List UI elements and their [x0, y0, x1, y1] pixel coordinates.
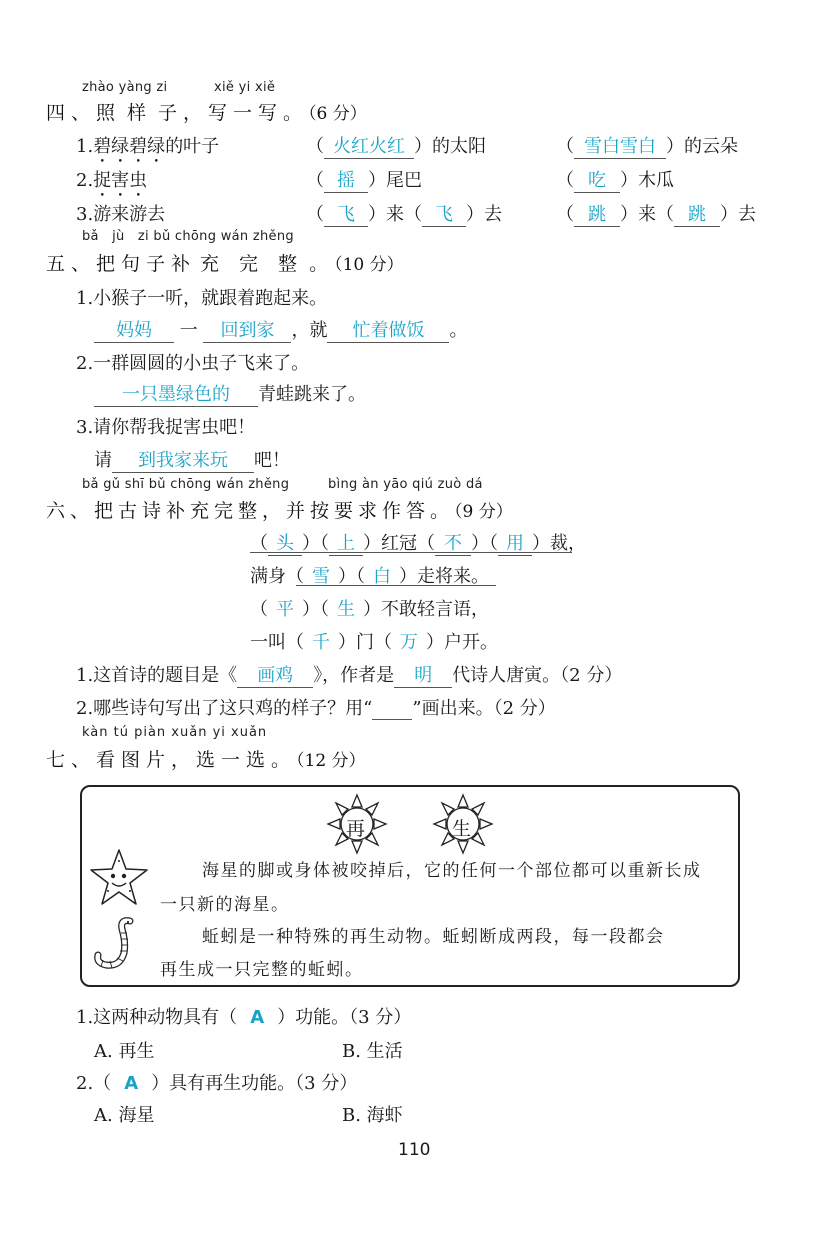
answer-line: 一只墨绿色的 青蛙跳来了。: [94, 380, 366, 407]
answer-line: （ 摇 ）尾巴: [306, 166, 422, 193]
section-heading: 六、把古诗补充完整，并按要求作答。（9 分）: [46, 500, 513, 522]
page-number: 110: [398, 1140, 431, 1160]
underline: [250, 552, 572, 553]
question-1: 1.这两种动物具有（ A ）功能。（3 分）: [76, 1007, 412, 1028]
option-a: A. 海星: [94, 1105, 155, 1126]
pinyin: bìng àn yāo qiú zuò dá: [328, 477, 483, 492]
option-b: B. 生活: [342, 1041, 403, 1062]
pinyin: zhào yàng zi: [82, 80, 168, 95]
paragraph-starfish-cont: 一只新的海星。: [160, 895, 290, 915]
answer-line: 妈妈 一 回到家 ，就 忙着做饭 。: [94, 316, 467, 343]
section-heading: 四、照 样 子，写一写。（6 分）: [46, 102, 367, 124]
poem-line-4: 一叫（ 千 ）门（ 万 ）户开。: [250, 632, 498, 653]
question-2: 2.捉害虫: [76, 170, 148, 191]
section-heading: 七、看图片，选一选。（12 分）: [46, 749, 366, 771]
starfish-icon: [88, 847, 150, 909]
pinyin: bǎ gǔ shī bǔ chōng wán zhěng: [82, 477, 290, 492]
question-2: 2.哪些诗句写出了这只鸡的样子？用“ ”画出来。（2 分）: [76, 698, 556, 719]
pinyin: bǎ jù zi bǔ chōng wán zhěng: [82, 229, 294, 244]
question-1: 1.碧绿碧绿的叶子: [76, 136, 220, 157]
answer-line: （ 火红火红 ）的太阳: [306, 132, 486, 159]
paragraph-starfish: 海星的脚或身体被咬掉后，它的任何一个部位都可以重新长成: [202, 861, 702, 881]
section-heading: 五、把句子补 充 完 整 。（10 分）: [46, 253, 404, 275]
paragraph-worm: 蚯蚓是一种特殊的再生动物。蚯蚓断成两段，每一段都会: [202, 927, 665, 947]
poem-line-2: 满身（ 雪 ）（ 白 ）走将来。: [250, 566, 489, 587]
poem-line-3: （ 平 ）（ 生 ）不敢轻言语，: [250, 599, 489, 620]
earthworm-icon: [90, 913, 156, 975]
paragraph-worm-cont: 再生成一只完整的蚯蚓。: [160, 960, 364, 980]
sun-char: 生: [452, 818, 472, 840]
underline: [296, 585, 496, 586]
poem-line-1: （ 头 ）（ 上 ）红冠（ 不 ）（ 用 ）裁，: [250, 529, 586, 556]
answer-line: （ 跳 ）来（ 跳 ）去: [556, 200, 756, 227]
answer-line: （ 飞 ）来（ 飞 ）去: [306, 200, 502, 227]
option-a: A. 再生: [94, 1041, 155, 1062]
answer-line: （ 吃 ）木瓜: [556, 166, 674, 193]
question-2: 2.一群圆圆的小虫子飞来了。: [76, 353, 310, 374]
question-3: 3.请你帮我捉害虫吧！: [76, 417, 256, 438]
question-1: 1.小猴子一听，就跟着跑起来。: [76, 288, 328, 309]
question-1: 1.这首诗的题目是《 画鸡 》，作者是 明 代诗人唐寅。（2 分）: [76, 661, 622, 688]
answer-line: 请 到我家来玩 吧！: [94, 446, 290, 473]
pinyin: kàn tú piàn xuǎn yi xuǎn: [82, 725, 268, 740]
question-2: 2.（ A ）具有再生功能。（3 分）: [76, 1073, 358, 1094]
option-b: B. 海虾: [342, 1105, 403, 1126]
answer-line: （ 雪白雪白 ）的云朵: [556, 132, 738, 159]
sun-char: 再: [346, 818, 366, 840]
reading-box: [80, 785, 740, 987]
pinyin: xiě yi xiě: [214, 80, 276, 95]
question-3: 3.游来游去: [76, 204, 166, 225]
